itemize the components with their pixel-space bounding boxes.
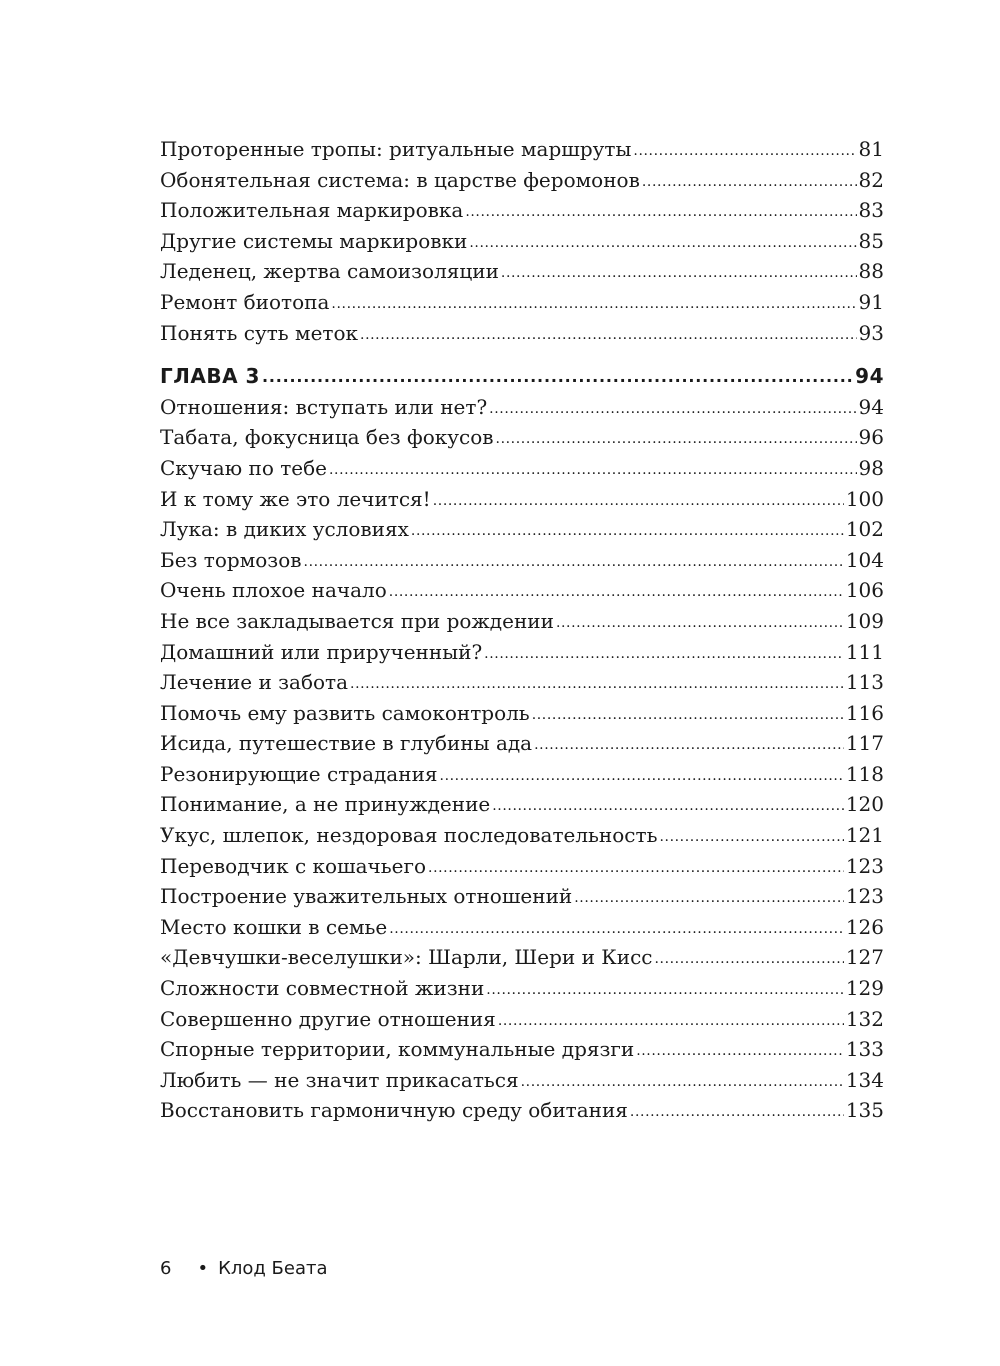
- dot-leader: [556, 606, 844, 637]
- dot-leader: [350, 667, 844, 698]
- dot-leader: [534, 728, 844, 759]
- toc-entry: [160, 422, 884, 453]
- toc-entry-page: 113: [845, 670, 884, 695]
- toc-entry-page: 82: [858, 167, 884, 192]
- dot-leader: [636, 1034, 844, 1065]
- bullet-separator: •: [197, 1258, 209, 1279]
- chapter-title: ГЛАВА 3: [160, 364, 260, 389]
- toc-entry-title: Понимание, а не принуждение: [160, 792, 491, 817]
- toc-entry-title: И к тому же это лечится!: [160, 486, 431, 511]
- dot-leader: [465, 195, 856, 226]
- toc-entry: [160, 942, 884, 973]
- toc-entry-page: 129: [845, 976, 884, 1001]
- toc-chapter-heading: [160, 361, 884, 392]
- toc-section-b: [160, 392, 884, 1126]
- toc-entry: [160, 484, 884, 515]
- toc-entry-page: 88: [858, 259, 884, 284]
- toc-entry-page: 102: [845, 517, 884, 542]
- toc-entry-title: Помочь ему развить самоконтроль: [160, 700, 530, 725]
- toc-entry-page: 123: [845, 853, 884, 878]
- toc-entry-page: 132: [845, 1006, 884, 1031]
- toc-entry-title: Ремонт биотопа: [160, 289, 330, 314]
- toc-entry-page: 121: [845, 823, 884, 848]
- dot-leader: [574, 881, 844, 912]
- dot-leader: [329, 453, 857, 484]
- toc-entry-title: Любить — не значит прикасаться: [160, 1067, 519, 1092]
- toc-entry-page: 94: [858, 394, 884, 419]
- toc-entry: [160, 667, 884, 698]
- table-of-contents: [160, 134, 884, 1126]
- dot-leader: [642, 165, 857, 196]
- dot-leader: [331, 287, 856, 318]
- toc-entry-title: Спорные территории, коммунальные дрязги: [160, 1037, 635, 1062]
- toc-entry-title: Резонирующие страдания: [160, 761, 438, 786]
- toc-entry-page: 96: [858, 425, 884, 450]
- toc-entry-title: Восстановить гармоничную среду обитания: [160, 1098, 628, 1123]
- toc-entry-title: Построение уважительных отношений: [160, 884, 573, 909]
- toc-entry-title: «Девчушки-веселушки»: Шарли, Шери и Кисс: [160, 945, 653, 970]
- toc-entry-page: 106: [845, 578, 884, 603]
- toc-entry: [160, 606, 884, 637]
- toc-entry-page: 83: [858, 198, 884, 223]
- dot-leader: [532, 698, 844, 729]
- toc-entry: [160, 195, 884, 226]
- dot-leader: [360, 318, 857, 349]
- toc-entry-page: 116: [845, 700, 884, 725]
- toc-entry: [160, 1034, 884, 1065]
- toc-entry-title: Другие системы маркировки: [160, 228, 468, 253]
- dot-leader: [501, 256, 857, 287]
- toc-entry-title: Не все закладывается при рождении: [160, 608, 554, 633]
- toc-entry-title: Протоpенные тропы: ритуальные маршруты: [160, 137, 632, 161]
- toc-entry: [160, 1004, 884, 1035]
- toc-entry-title: Положительная маркировка: [160, 198, 464, 223]
- toc-entry-page: 118: [845, 761, 884, 786]
- toc-entry-page: 135: [845, 1098, 884, 1123]
- dot-leader: [433, 484, 844, 515]
- dot-leader: [389, 912, 844, 943]
- toc-entry-title: Без тормозов: [160, 547, 302, 572]
- toc-entry: [160, 1065, 884, 1096]
- dot-leader: [411, 514, 844, 545]
- toc-entry-title: Отношения: вступать или нет?: [160, 394, 488, 419]
- toc-entry-title: Совершенно другие отношения: [160, 1006, 496, 1031]
- toc-entry: [160, 820, 884, 851]
- toc-entry: [160, 575, 884, 606]
- toc-entry: [160, 637, 884, 668]
- toc-section-a: [160, 134, 884, 348]
- dot-leader: [633, 134, 856, 165]
- toc-entry-title: Леденец, жертва самоизоляции: [160, 259, 499, 284]
- toc-entry: [160, 759, 884, 790]
- dot-leader: [262, 361, 853, 392]
- toc-entry: [160, 789, 884, 820]
- toc-entry-page: 81: [858, 137, 884, 161]
- toc-entry-title: Исида, путешествие в глубины ада: [160, 731, 533, 756]
- dot-leader: [489, 392, 856, 423]
- toc-entry: [160, 545, 884, 576]
- dot-leader: [498, 1004, 844, 1035]
- toc-entry: [160, 514, 884, 545]
- toc-entry-page: 93: [858, 320, 884, 345]
- toc-entry: [160, 165, 884, 196]
- toc-entry: [160, 912, 884, 943]
- toc-entry-title: Обонятельная система: в царстве феромонов: [160, 167, 640, 192]
- dot-leader: [630, 1095, 844, 1126]
- page-number: 6: [160, 1258, 172, 1279]
- toc-entry-title: Скучаю по тебе: [160, 455, 327, 480]
- toc-entry-title: Табата, фокусница без фокусов: [160, 425, 494, 450]
- toc-entry: [160, 728, 884, 759]
- toc-entry: [160, 698, 884, 729]
- toc-entry: [160, 134, 884, 165]
- toc-entry: [160, 318, 884, 349]
- toc-entry-page: 91: [858, 289, 884, 314]
- toc-entry: [160, 453, 884, 484]
- toc-entry-page: 133: [845, 1037, 884, 1062]
- toc-entry-page: 120: [845, 792, 884, 817]
- author-name: Клод Беата: [218, 1258, 328, 1279]
- dot-leader: [496, 422, 857, 453]
- toc-entry-page: 104: [845, 547, 884, 572]
- dot-leader: [440, 759, 844, 790]
- dot-leader: [521, 1065, 844, 1096]
- dot-leader: [659, 820, 843, 851]
- toc-entry-title: Лука: в диких условиях: [160, 517, 409, 542]
- dot-leader: [654, 942, 843, 973]
- toc-entry-title: Лечение и забота: [160, 670, 349, 695]
- dot-leader: [484, 637, 844, 668]
- toc-entry-page: 109: [845, 608, 884, 633]
- toc-entry-page: 117: [845, 731, 884, 756]
- dot-leader: [486, 973, 844, 1004]
- dot-leader: [389, 575, 844, 606]
- toc-entry-page: 111: [845, 639, 884, 664]
- toc-entry-title: Переводчик с кошачьего: [160, 853, 427, 878]
- toc-entry-page: 127: [845, 945, 884, 970]
- toc-entry-title: Укус, шлепок, нездоровая последовательность: [160, 823, 658, 848]
- toc-entry: [160, 256, 884, 287]
- dot-leader: [492, 789, 844, 820]
- page-footer: [160, 1258, 328, 1279]
- toc-entry-title: Сложности совместной жизни: [160, 976, 485, 1001]
- toc-entry-page: 98: [858, 455, 884, 480]
- dot-leader: [304, 545, 844, 576]
- toc-entry: [160, 287, 884, 318]
- toc-entry-page: 123: [845, 884, 884, 909]
- dot-leader: [469, 226, 856, 257]
- toc-entry: [160, 973, 884, 1004]
- toc-entry: [160, 392, 884, 423]
- toc-entry-title: Очень плохое начало: [160, 578, 387, 603]
- toc-entry: [160, 1095, 884, 1126]
- toc-entry: [160, 226, 884, 257]
- toc-entry-title: Домашний или прирученный?: [160, 639, 483, 664]
- toc-entry: [160, 881, 884, 912]
- chapter-page: 94: [855, 364, 884, 389]
- toc-entry-title: Понять суть меток: [160, 320, 359, 345]
- toc-entry-title: Место кошки в семье: [160, 914, 388, 939]
- toc-entry-page: 100: [845, 486, 884, 511]
- toc-entry: [160, 851, 884, 882]
- dot-leader: [428, 851, 844, 882]
- toc-entry-page: 85: [858, 228, 884, 253]
- toc-entry-page: 126: [845, 914, 884, 939]
- toc-entry-page: 134: [845, 1067, 884, 1092]
